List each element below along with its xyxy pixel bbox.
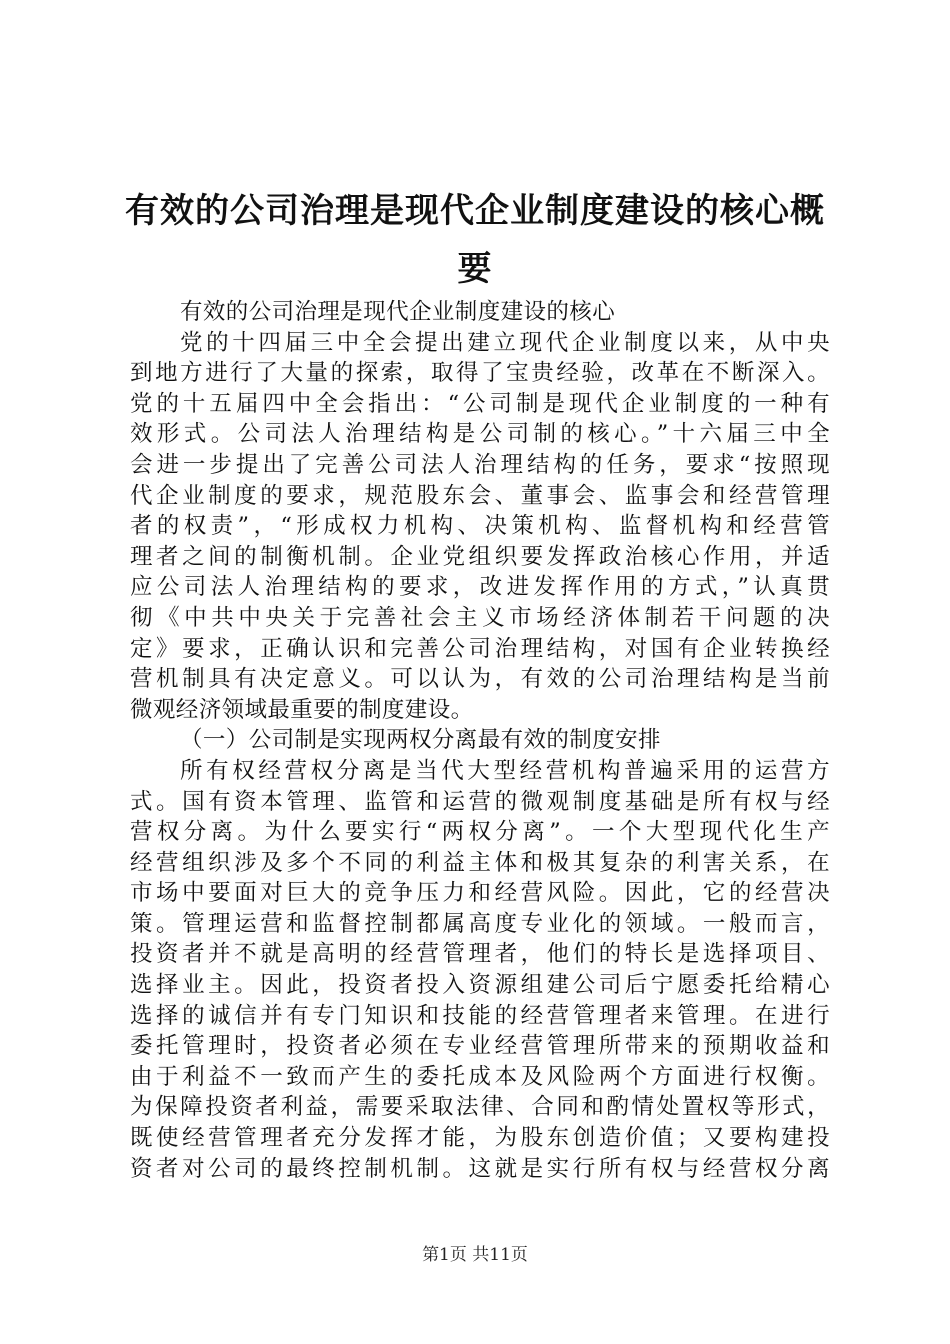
text-line: 由于利益不一致而产生的委托成本及风险两个方面进行权衡。 [130,1063,830,1090]
page-footer: 第1页 共11页 [422,1245,528,1265]
text-line: 所有权经营权分离是当代大型经营机构普遍采用的运营方 [180,757,830,784]
title-line-1: 有效的公司治理是现代企业制度建设的核心概 [125,191,825,231]
text-line: 党的十四届三中全会提出建立现代企业制度以来，从中央 [180,329,830,356]
text-line: 经营组织涉及多个不同的利益主体和极其复杂的利害关系，在 [130,849,830,876]
title-line-2: 要 [457,249,493,289]
text-line: 定》要求，正确认识和完善公司治理结构，对国有企业转换经 [130,635,830,662]
section-heading: （一）公司制是实现两权分离最有效的制度安排 [180,727,661,754]
text-line: 选择业主。因此，投资者投入资源组建公司后宁愿委托给精心 [130,972,830,999]
text-line: 彻《中共中央关于完善社会主义市场经济体制若干问题的决 [130,604,830,631]
text-line: 党的十五届四中全会指出：“公司制是现代企业制度的一种有 [130,390,830,417]
text-line: 营权分离。为什么要实行“两权分离”。一个大型现代化生产 [130,819,830,846]
text-line: 既使经营管理者充分发挥才能，为股东创造价值；又要构建投 [130,1125,830,1152]
text-line: 式。国有资本管理、监管和运营的微观制度基础是所有权与经 [130,788,830,815]
text-line: 会进一步提出了完善公司法人治理结构的任务，要求“按照现 [130,451,830,478]
document-body [130,297,830,1184]
text-line: 市场中要面对巨大的竞争压力和经营风险。因此，它的经营决 [130,880,830,907]
text-line: 到地方进行了大量的探索，取得了宝贵经验，改革在不断深入。 [130,360,830,387]
text-line: 策。管理运营和监督控制都属高度专业化的领域。一般而言， [130,910,830,937]
text-line: 为保障投资者利益，需要采取法律、合同和酌情处置权等形式， [130,1094,830,1121]
text-line: 营机制具有决定意义。可以认为，有效的公司治理结构是当前 [130,666,830,693]
text-line: 微观经济领域最重要的制度建设。 [130,696,474,723]
text-line: 效形式。公司法人治理结构是公司制的核心。”十六届三中全 [130,421,830,448]
text-line: 委托管理时，投资者必须在专业经营管理所带来的预期收益和 [130,1033,830,1060]
document-title [120,182,830,298]
text-line: 应公司法人治理结构的要求，改进发挥作用的方式，”认真贯 [130,574,830,601]
text-line: 资者对公司的最终控制机制。这就是实行所有权与经营权分离 [130,1155,830,1182]
text-line: 者的权责”，“形成权力机构、决策机构、监督机构和经营管 [130,513,830,540]
text-line: 理者之间的制衡机制。企业党组织要发挥政治核心作用，并适 [130,543,830,570]
text-line: 选择的诚信并有专门知识和技能的经营管理者来管理。在进行 [130,1002,830,1029]
text-line: 代企业制度的要求，规范股东会、董事会、监事会和经营管理 [130,482,830,509]
text-line: 投资者并不就是高明的经营管理者，他们的特长是选择项目、 [130,941,830,968]
subtitle-line: 有效的公司治理是现代企业制度建设的核心 [180,299,616,325]
